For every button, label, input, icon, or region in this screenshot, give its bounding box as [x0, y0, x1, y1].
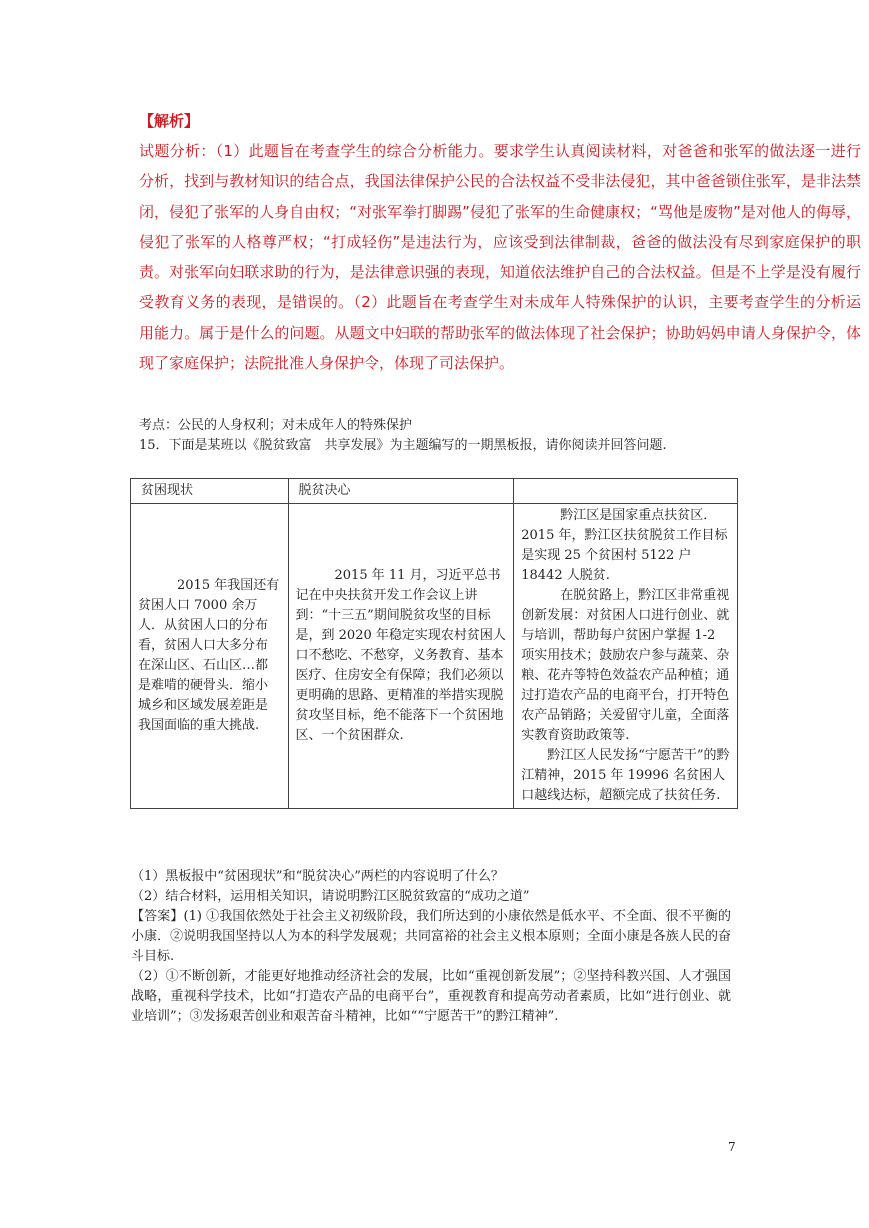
- analysis-section: [139, 110, 861, 378]
- poverty-status-text: 2015 年我国还有贫困人口 7000 余万人．从贫困人口的分布看，贫困人口大多分布在深山区、石山区…都是难啃的硬骨头．缩小城乡和区域发展差距是我国面临的重大挑战.: [138, 578, 280, 733]
- cell-poverty-status: [131, 504, 289, 809]
- answer-part-2: （2）①不断创新，才能更好地推动经济社会的发展，比如“重视创新发展”；②坚持科教兴国、人才强国战略，重视科学技术，比如“打造农产品的电商平台”，重视教育和提高劳动者素质，比如“进行创业、就业培训”；③发扬艰苦创业和艰苦奋斗精神，比如““宁愿苦干”的黔江精神”.: [131, 969, 731, 1024]
- header-poverty-status: 贫困现状: [131, 479, 289, 504]
- sub-question-1: （1）黑板报中“贫困现状”和“脱贫决心”两栏的内容说明了什么？: [131, 869, 504, 884]
- determination-text: 2015 年 11 月，习近平总书记在中央扶贫开发工作会议上讲到：“十三五”期间脱贫攻坚的目标是，到 2020 年稳定实现农村贫困人口不愁吃、不愁穿，义务教育、基本医疗、住房安全有保障；我们必须以更明确的思路、更精准的举措实现脱贫攻坚目标，绝不能落下一个贫困地区、一个贫困群众.: [295, 568, 506, 743]
- questions-and-answers: [131, 867, 731, 1027]
- header-empty: [514, 479, 738, 504]
- qianjiang-para-2: 在脱贫路上，黔江区非常重视创新发展：对贫困人口进行创业、就与培训，帮助每户贫困户掌握 1-2 项实用技术；鼓励农户参与蔬菜、杂粮、花卉等特色效益农产品种植；通过打造农产品的电商平台，打开特色农产品销路；关爱留守儿童，全面落实教育资助政策等.: [521, 588, 730, 743]
- question-15: 15．下面是某班以《脱贫致富 共享发展》为主题编写的一期黑板报，请你阅读并回答问题.: [139, 438, 667, 453]
- blackboard-table: [130, 478, 738, 809]
- qianjiang-para-1: 黔江区是国家重点扶贫区．2015 年，黔江区扶贫脱贫工作目标是实现 25 个贫困村 5122 户 18442 人脱贫.: [521, 508, 728, 583]
- analysis-text: 试题分析：（1）此题旨在考查学生的综合分析能力。要求学生认真阅读材料，对爸爸和张军的做法逐一进行分析，找到与教材知识的结合点，我国法律保护公民的合法权益不受非法侵犯，其中爸爸锁住张军，是非法禁闭，侵犯了张军的人身自由权；“对张军拳打脚踢”侵犯了张军的生命健康权；“骂他是废物”是对他人的侮辱，侵犯了张军的人格尊严权；“打成轻伤”是违法行为，应该受到法律制裁，爸爸的做法没有尽到家庭保护的职责。对张军向妇联求助的行为，是法律意识强的表现，知道依法维护自己的合法权益。但是不上学是没有履行受教育义务的表现，是错误的。（2）此题旨在考查学生对未成年人特殊保护的认识，主要考查学生的分析运用能力。属于是什么的问题。从题文中妇联的帮助张军的做法体现了社会保护；协助妈妈申请人身保护令，体现了家庭保护；法院批准人身保护令，体现了司法保护。: [139, 142, 861, 373]
- table-header-row: [131, 479, 738, 504]
- sub-question-2: （2）结合材料，运用相关知识，请说明黔江区脱贫致富的“成功之道”: [131, 889, 530, 904]
- page-number: 7: [728, 1140, 736, 1154]
- table-content-row: [131, 504, 738, 809]
- answer-part-1: 【答案】(1) ①我国依然处于社会主义初级阶段，我们所达到的小康依然是低水平、不全面、很不平衡的小康．②说明我国坚持以人为本的科学发展观；共同富裕的社会主义根本原则；全面小康是各族人民的奋斗目标.: [131, 909, 731, 964]
- kaodian-line: 考点：公民的人身权利；对未成年人的特殊保护: [139, 418, 413, 433]
- cell-determination: [288, 504, 514, 809]
- qianjiang-para-3: 黔江区人民发扬“宁愿苦干”的黔江精神，2015 年 19996 名贫困人口越线达标，超额完成了扶贫任务.: [521, 748, 730, 803]
- header-determination: 脱贫决心: [288, 479, 514, 504]
- analysis-heading: 【解析】: [139, 112, 200, 130]
- cell-qianjiang: [514, 504, 738, 809]
